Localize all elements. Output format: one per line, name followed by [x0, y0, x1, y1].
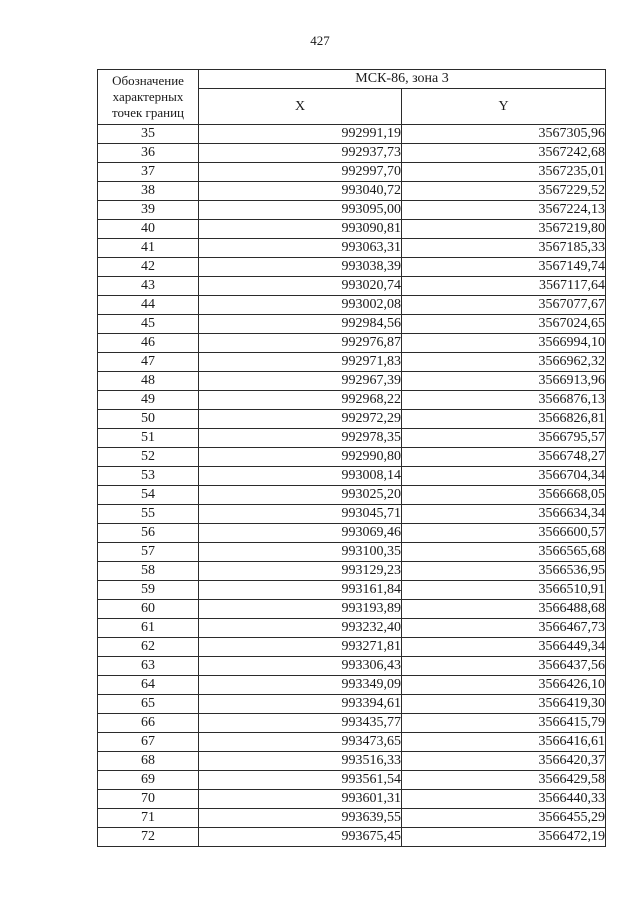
- point-number-cell: 65: [98, 695, 199, 714]
- table-row: [98, 600, 606, 619]
- table-row: [98, 467, 606, 486]
- point-number-cell: 48: [98, 372, 199, 391]
- y-coordinate-cell: 3567117,64: [402, 277, 606, 296]
- point-number-cell: 42: [98, 258, 199, 277]
- x-coordinate-cell: 993271,81: [199, 638, 402, 657]
- y-coordinate-cell: 3566600,57: [402, 524, 606, 543]
- y-coordinate-cell: 3566415,79: [402, 714, 606, 733]
- y-coordinate-cell: 3566426,10: [402, 676, 606, 695]
- y-coordinate-cell: 3566565,68: [402, 543, 606, 562]
- coord-system-header: МСК-86, зона 3: [199, 70, 606, 89]
- x-coordinate-cell: 992990,80: [199, 448, 402, 467]
- x-coordinate-cell: 992984,56: [199, 315, 402, 334]
- x-coordinate-cell: 993161,84: [199, 581, 402, 600]
- y-coordinate-cell: 3566510,91: [402, 581, 606, 600]
- point-number-cell: 69: [98, 771, 199, 790]
- x-coordinate-cell: 993038,39: [199, 258, 402, 277]
- y-coordinate-cell: 3566472,19: [402, 828, 606, 847]
- y-coordinate-cell: 3566795,57: [402, 429, 606, 448]
- y-coordinate-cell: 3566449,34: [402, 638, 606, 657]
- x-coordinate-cell: 993394,61: [199, 695, 402, 714]
- x-coordinate-cell: 993516,33: [199, 752, 402, 771]
- point-number-cell: 64: [98, 676, 199, 695]
- table-row: [98, 638, 606, 657]
- point-number-cell: 63: [98, 657, 199, 676]
- point-number-cell: 55: [98, 505, 199, 524]
- point-number-cell: 54: [98, 486, 199, 505]
- point-number-cell: 46: [98, 334, 199, 353]
- x-coordinate-cell: 992972,29: [199, 410, 402, 429]
- point-number-cell: 52: [98, 448, 199, 467]
- y-coordinate-cell: 3566437,56: [402, 657, 606, 676]
- table-row: [98, 714, 606, 733]
- table-row: [98, 524, 606, 543]
- y-coordinate-cell: 3567305,96: [402, 125, 606, 144]
- point-number-cell: 39: [98, 201, 199, 220]
- table-row: [98, 334, 606, 353]
- x-coordinate-cell: 993025,20: [199, 486, 402, 505]
- table-row: [98, 676, 606, 695]
- table-row: [98, 353, 606, 372]
- x-coordinate-cell: 992978,35: [199, 429, 402, 448]
- y-column-header: Y: [402, 89, 606, 125]
- point-number-cell: 71: [98, 809, 199, 828]
- point-number-cell: 60: [98, 600, 199, 619]
- x-coordinate-cell: 993349,09: [199, 676, 402, 695]
- point-number-cell: 35: [98, 125, 199, 144]
- table-row: [98, 239, 606, 258]
- x-coordinate-cell: 993473,65: [199, 733, 402, 752]
- point-number-cell: 38: [98, 182, 199, 201]
- table-row: [98, 410, 606, 429]
- page-number: 427: [310, 33, 330, 48]
- table-row: [98, 182, 606, 201]
- x-coordinate-cell: 993232,40: [199, 619, 402, 638]
- table-row: [98, 733, 606, 752]
- y-coordinate-cell: 3567185,33: [402, 239, 606, 258]
- point-number-cell: 43: [98, 277, 199, 296]
- point-number-cell: 57: [98, 543, 199, 562]
- point-number-cell: 72: [98, 828, 199, 847]
- y-coordinate-cell: 3567235,01: [402, 163, 606, 182]
- x-coordinate-cell: 993129,23: [199, 562, 402, 581]
- y-coordinate-cell: 3567224,13: [402, 201, 606, 220]
- y-coordinate-cell: 3567219,80: [402, 220, 606, 239]
- y-coordinate-cell: 3567149,74: [402, 258, 606, 277]
- y-coordinate-cell: 3566440,33: [402, 790, 606, 809]
- x-coordinate-cell: 992968,22: [199, 391, 402, 410]
- x-coordinate-cell: 993561,54: [199, 771, 402, 790]
- point-label-header: Обозначение характерных точек границ: [98, 70, 199, 125]
- y-coordinate-cell: 3566913,96: [402, 372, 606, 391]
- x-coordinate-cell: 993193,89: [199, 600, 402, 619]
- table-row: [98, 125, 606, 144]
- x-coordinate-cell: 993435,77: [199, 714, 402, 733]
- y-coordinate-cell: 3567024,65: [402, 315, 606, 334]
- x-coordinate-cell: 993639,55: [199, 809, 402, 828]
- point-number-cell: 45: [98, 315, 199, 334]
- y-coordinate-cell: 3567077,67: [402, 296, 606, 315]
- x-coordinate-cell: 993002,08: [199, 296, 402, 315]
- point-number-cell: 47: [98, 353, 199, 372]
- point-number-cell: 66: [98, 714, 199, 733]
- x-coordinate-cell: 993090,81: [199, 220, 402, 239]
- y-coordinate-cell: 3566419,30: [402, 695, 606, 714]
- y-coordinate-cell: 3567242,68: [402, 144, 606, 163]
- table-row: [98, 543, 606, 562]
- x-coordinate-cell: 993069,46: [199, 524, 402, 543]
- table-row: [98, 315, 606, 334]
- point-number-cell: 44: [98, 296, 199, 315]
- y-coordinate-cell: 3566467,73: [402, 619, 606, 638]
- x-coordinate-cell: 993040,72: [199, 182, 402, 201]
- point-number-cell: 36: [98, 144, 199, 163]
- table-row: [98, 296, 606, 315]
- y-coordinate-cell: 3566420,37: [402, 752, 606, 771]
- table-row: [98, 163, 606, 182]
- coordinates-table: [97, 69, 606, 847]
- x-coordinate-cell: 993306,43: [199, 657, 402, 676]
- table-row: [98, 562, 606, 581]
- point-number-cell: 70: [98, 790, 199, 809]
- table-row: [98, 771, 606, 790]
- table-row: [98, 505, 606, 524]
- x-coordinate-cell: 993063,31: [199, 239, 402, 258]
- x-coordinate-cell: 992937,73: [199, 144, 402, 163]
- y-coordinate-cell: 3566962,32: [402, 353, 606, 372]
- point-number-cell: 61: [98, 619, 199, 638]
- point-number-cell: 49: [98, 391, 199, 410]
- y-coordinate-cell: 3566748,27: [402, 448, 606, 467]
- y-coordinate-cell: 3566826,81: [402, 410, 606, 429]
- point-number-cell: 58: [98, 562, 199, 581]
- point-number-cell: 37: [98, 163, 199, 182]
- x-coordinate-cell: 993675,45: [199, 828, 402, 847]
- table-row: [98, 828, 606, 847]
- table-row: [98, 695, 606, 714]
- table-row: [98, 486, 606, 505]
- y-coordinate-cell: 3566429,58: [402, 771, 606, 790]
- table-row: [98, 258, 606, 277]
- x-coordinate-cell: 992991,19: [199, 125, 402, 144]
- y-coordinate-cell: 3566488,68: [402, 600, 606, 619]
- x-coordinate-cell: 992997,70: [199, 163, 402, 182]
- x-column-header: X: [199, 89, 402, 125]
- point-number-cell: 68: [98, 752, 199, 771]
- point-number-cell: 40: [98, 220, 199, 239]
- table-row: [98, 201, 606, 220]
- point-number-cell: 41: [98, 239, 199, 258]
- x-coordinate-cell: 993601,31: [199, 790, 402, 809]
- y-coordinate-cell: 3566876,13: [402, 391, 606, 410]
- table-row: [98, 581, 606, 600]
- table-row: [98, 619, 606, 638]
- y-coordinate-cell: 3566536,95: [402, 562, 606, 581]
- table-body: [98, 125, 606, 847]
- table-row: [98, 372, 606, 391]
- x-coordinate-cell: 992976,87: [199, 334, 402, 353]
- y-coordinate-cell: 3566704,34: [402, 467, 606, 486]
- point-number-cell: 50: [98, 410, 199, 429]
- table-row: [98, 429, 606, 448]
- x-coordinate-cell: 993095,00: [199, 201, 402, 220]
- table-row: [98, 657, 606, 676]
- point-number-cell: 51: [98, 429, 199, 448]
- x-coordinate-cell: 993100,35: [199, 543, 402, 562]
- table-row: [98, 809, 606, 828]
- y-coordinate-cell: 3566994,10: [402, 334, 606, 353]
- x-coordinate-cell: 992971,83: [199, 353, 402, 372]
- y-coordinate-cell: 3566416,61: [402, 733, 606, 752]
- point-number-cell: 67: [98, 733, 199, 752]
- table-row: [98, 752, 606, 771]
- y-coordinate-cell: 3566634,34: [402, 505, 606, 524]
- table-row: [98, 220, 606, 239]
- table-row: [98, 448, 606, 467]
- point-number-cell: 62: [98, 638, 199, 657]
- y-coordinate-cell: 3567229,52: [402, 182, 606, 201]
- y-coordinate-cell: 3566455,29: [402, 809, 606, 828]
- table-row: [98, 790, 606, 809]
- x-coordinate-cell: 993045,71: [199, 505, 402, 524]
- x-coordinate-cell: 992967,39: [199, 372, 402, 391]
- x-coordinate-cell: 993020,74: [199, 277, 402, 296]
- point-number-cell: 53: [98, 467, 199, 486]
- y-coordinate-cell: 3566668,05: [402, 486, 606, 505]
- point-number-cell: 56: [98, 524, 199, 543]
- point-number-cell: 59: [98, 581, 199, 600]
- x-coordinate-cell: 993008,14: [199, 467, 402, 486]
- table-row: [98, 144, 606, 163]
- table-row: [98, 277, 606, 296]
- table-row: [98, 391, 606, 410]
